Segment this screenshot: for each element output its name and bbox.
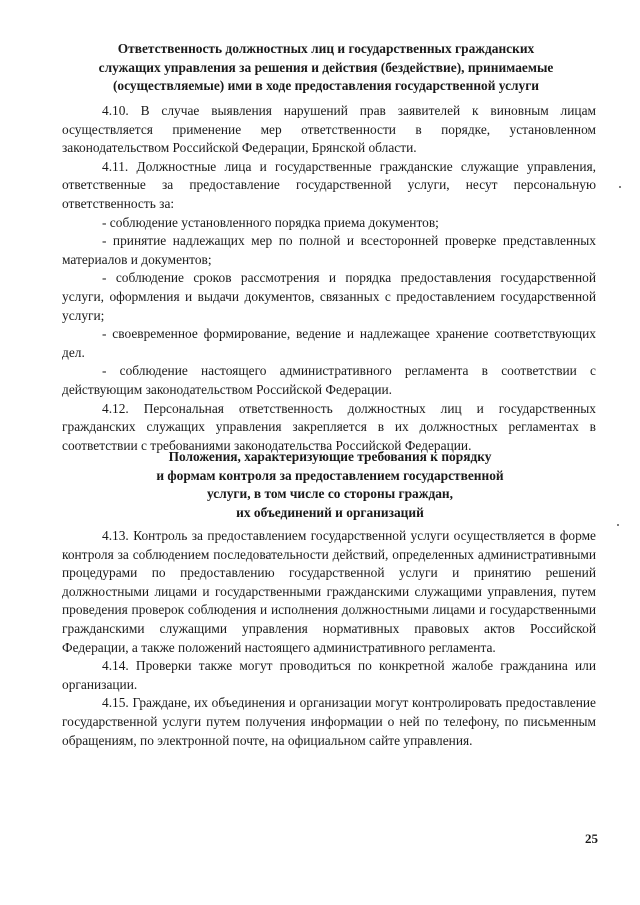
list-item: - принятие надлежащих мер по полной и всесторонней проверке представленных материалов и документов;	[62, 233, 596, 267]
heading-line: Положения, характеризующие требования к порядку	[168, 449, 492, 464]
heading-line: услуги, в том числе со стороны граждан,	[207, 486, 453, 502]
list-item: - соблюдение установленного порядка приема документов;	[102, 214, 439, 230]
list-item: - соблюдение настоящего административного регламента в соответствии с действующим законодательством Российской Федерации.	[62, 363, 596, 397]
section-body-control	[62, 527, 596, 750]
section-heading-responsibility	[60, 40, 592, 96]
scan-speck	[617, 524, 619, 526]
list-item: - своевременное формирование, ведение и надлежащее хранение соответствующих дел.	[62, 326, 596, 360]
list-item: - соблюдение сроков рассмотрения и порядка предоставления государственной услуги, оформления и выдачи документов, связанных с предоставлением государственной услуги;	[62, 270, 596, 323]
paragraph-4-15: 4.15. Граждане, их объединения и организации могут контролировать предоставление государственной услуги путем получения информации о ней по телефону, по письменным обращениям, по электронной почте, на официальном сайте управления.	[62, 695, 596, 748]
heading-line: и формам контроля за предоставлением государственной	[156, 467, 504, 483]
paragraph-4-10: 4.10. В случае выявления нарушений прав заявителей к виновным лицам осуществляется применение мер ответственности в порядке, установленном законодательством Российской Федерации, Брянской области.	[62, 103, 596, 156]
heading-line: их объединений и организаций	[236, 504, 424, 520]
paragraph-4-11: 4.11. Должностные лица и государственные гражданские служащие управления, ответственные за предоставление государственной услуги, несут персональную ответственность за:	[62, 158, 596, 211]
section-body-responsibility	[62, 102, 596, 455]
heading-line: Ответственность должностных лиц и государственных гражданских	[117, 41, 535, 56]
paragraph-4-12: 4.12. Персональная ответственность должностных лиц и государственных гражданских служащих управления закрепляется в их должностных регламентах в соответствии с требованиями законодательства Российской Федерации.	[62, 400, 596, 453]
page-number: 25	[585, 831, 598, 846]
paragraph-4-14: 4.14. Проверки также могут проводиться по конкретной жалобе гражданина или организации.	[62, 658, 596, 692]
heading-line: (осуществляемые) ими в ходе предоставления государственной услуги	[112, 78, 540, 94]
paragraph-4-13: 4.13. Контроль за предоставлением государственной услуги осуществляется в форме контроля за соблюдением последовательности действий, определенных административными процедурами по предоставлению государственной услуги и принятию решений должностными лицами и государственными гражданскими служащими управления, путем проведения проверок соблюдения и исполнения должностными лицами и государственными гражданскими служащими управления нормативных правовых актов Российской Федерации, а также положений настоящего административного регламента.	[62, 528, 596, 655]
scan-speck	[619, 186, 621, 188]
heading-line: служащих управления за решения и действия (бездействие), принимаемые	[98, 59, 554, 75]
section-heading-control	[120, 448, 540, 522]
